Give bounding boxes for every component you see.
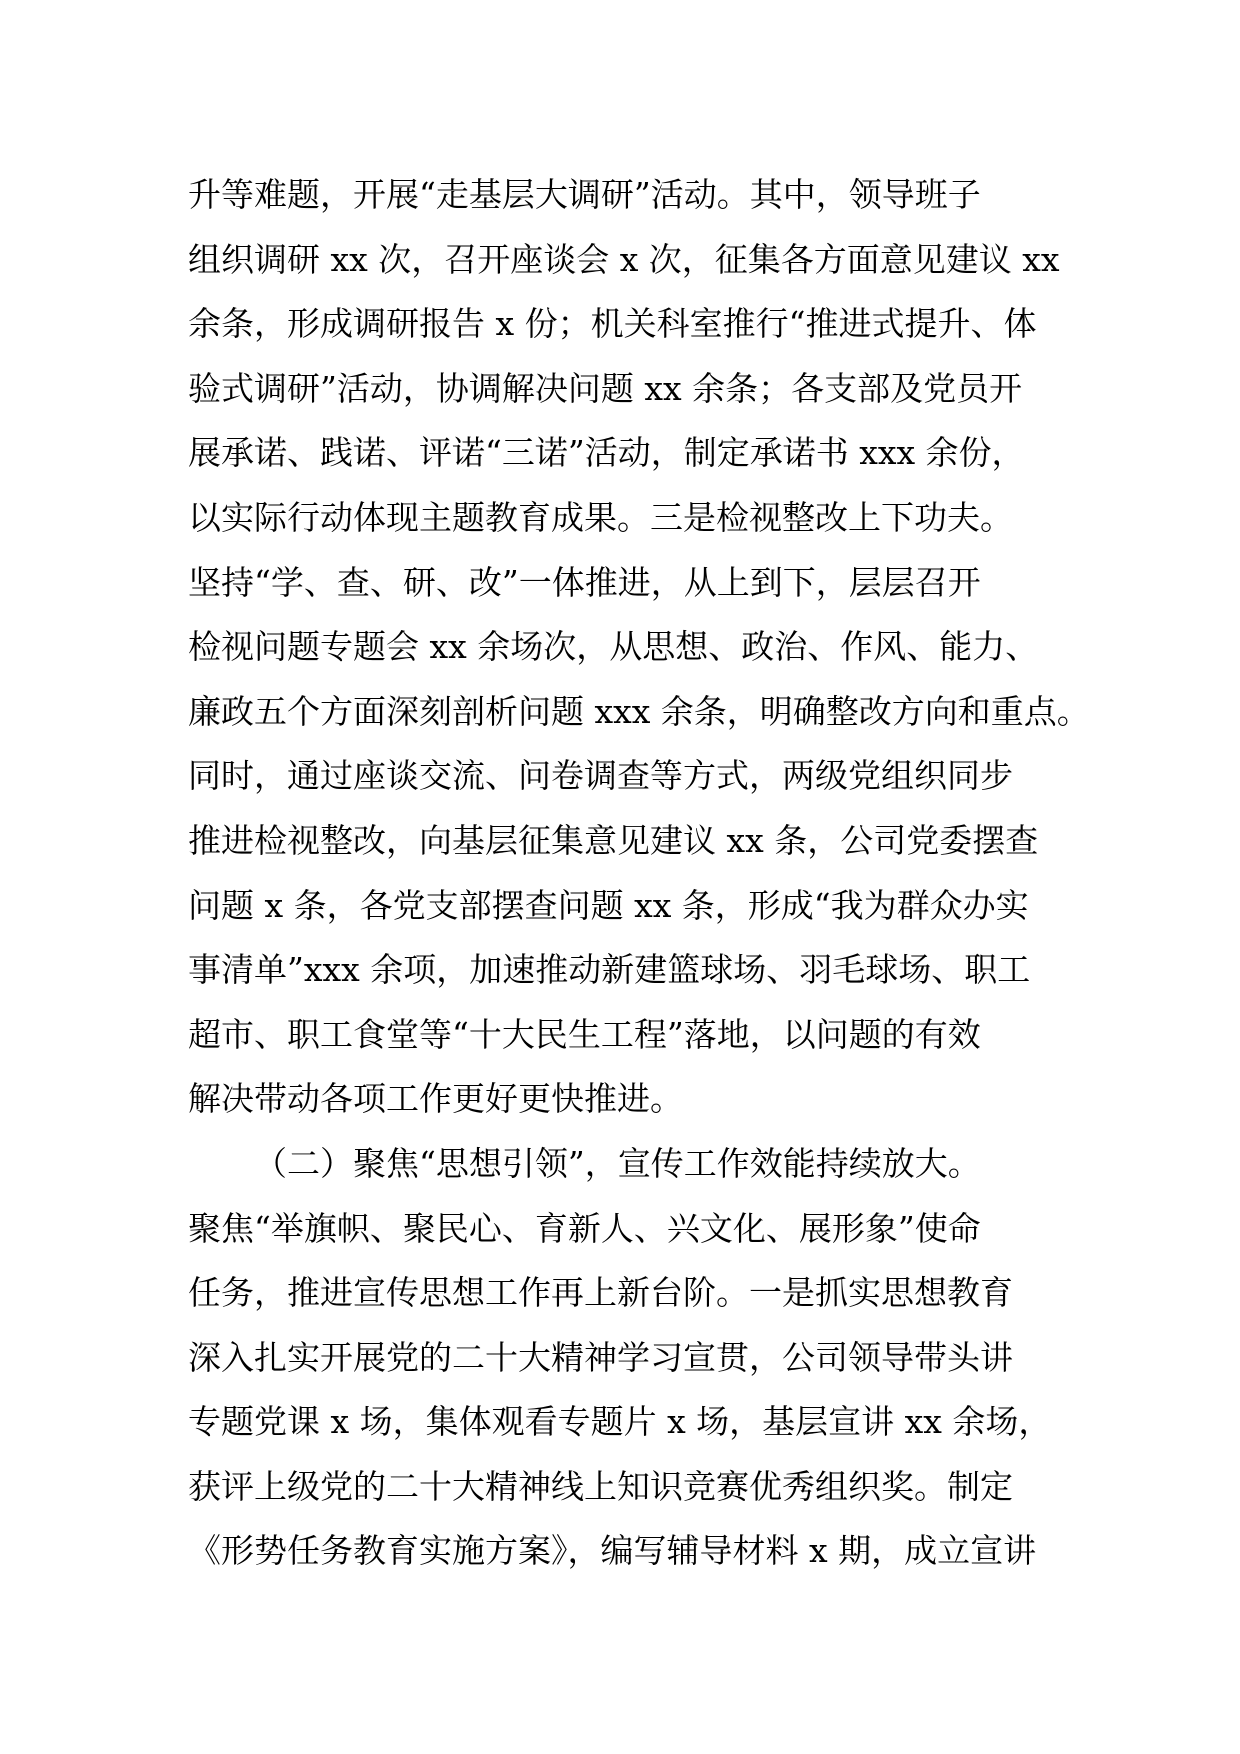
text-line: 同时，通过座谈交流、问卷调查等方式，两级党组织同步: [188, 756, 1013, 796]
text-line: 以实际行动体现主题教育成果。三是检视整改上下功夫。: [188, 497, 1013, 537]
text-line: 展承诺、践诺、评诺“三诺”活动，制定承诺书 xxx 余份，: [188, 433, 1025, 473]
text-line: 廉政五个方面深刻剖析问题 xxx 余条，明确整改方向和重点。: [188, 691, 1090, 731]
text-line: 任务，推进宣传思想工作再上新台阶。一是抓实思想教育: [188, 1273, 1013, 1313]
text-line: 升等难题，开展“走基层大调研”活动。其中，领导班子: [188, 175, 981, 214]
text-line: 推进检视整改，向基层征集意见建议 xx 条，公司党委摆查: [188, 820, 1039, 860]
text-line: 专题党课 x 场，集体观看专题片 x 场，基层宣讲 xx 余场，: [188, 1402, 1052, 1442]
text-line: 深入扎实开展党的二十大精神学习宣贯，公司领导带头讲: [188, 1337, 1013, 1377]
text-line: 《形势任务教育实施方案》，编写辅导材料 x 期，成立宣讲: [188, 1531, 1037, 1571]
text-line: 获评上级党的二十大精神线上知识竞赛优秀组织奖。制定: [188, 1466, 1013, 1506]
text-line: 聚焦“举旗帜、聚民心、育新人、兴文化、展形象”使命: [188, 1208, 981, 1248]
text-line: 组织调研 xx 次，召开座谈会 x 次，征集各方面意见建议 xx: [188, 239, 1060, 279]
text-line: 验式调研”活动，协调解决问题 xx 余条；各支部及党员开: [188, 368, 1023, 408]
text-line: 问题 x 条，各党支部摆查问题 xx 条，形成“我为群众办实: [188, 885, 1029, 925]
text-line: 检视问题专题会 xx 余场次，从思想、政治、作风、能力、: [188, 627, 1039, 667]
body-text: [188, 163, 1088, 1584]
text-line: 坚持“学、查、研、改”一体推进，从上到下，层层召开: [188, 562, 981, 602]
text-line: 事清单”xxx 余项，加速推动新建篮球场、羽毛球场、职工: [188, 950, 1031, 990]
text-line: 超市、职工食堂等“十大民生工程”落地，以问题的有效: [188, 1014, 981, 1054]
text-line: 解决带动各项工作更好更快推进。: [188, 1079, 683, 1119]
section-heading-line: （二）聚焦“思想引领”，宣传工作效能持续放大。: [254, 1143, 981, 1183]
text-line: 余条，形成调研报告 x 份；机关科室推行“推进式提升、体: [188, 304, 1037, 344]
